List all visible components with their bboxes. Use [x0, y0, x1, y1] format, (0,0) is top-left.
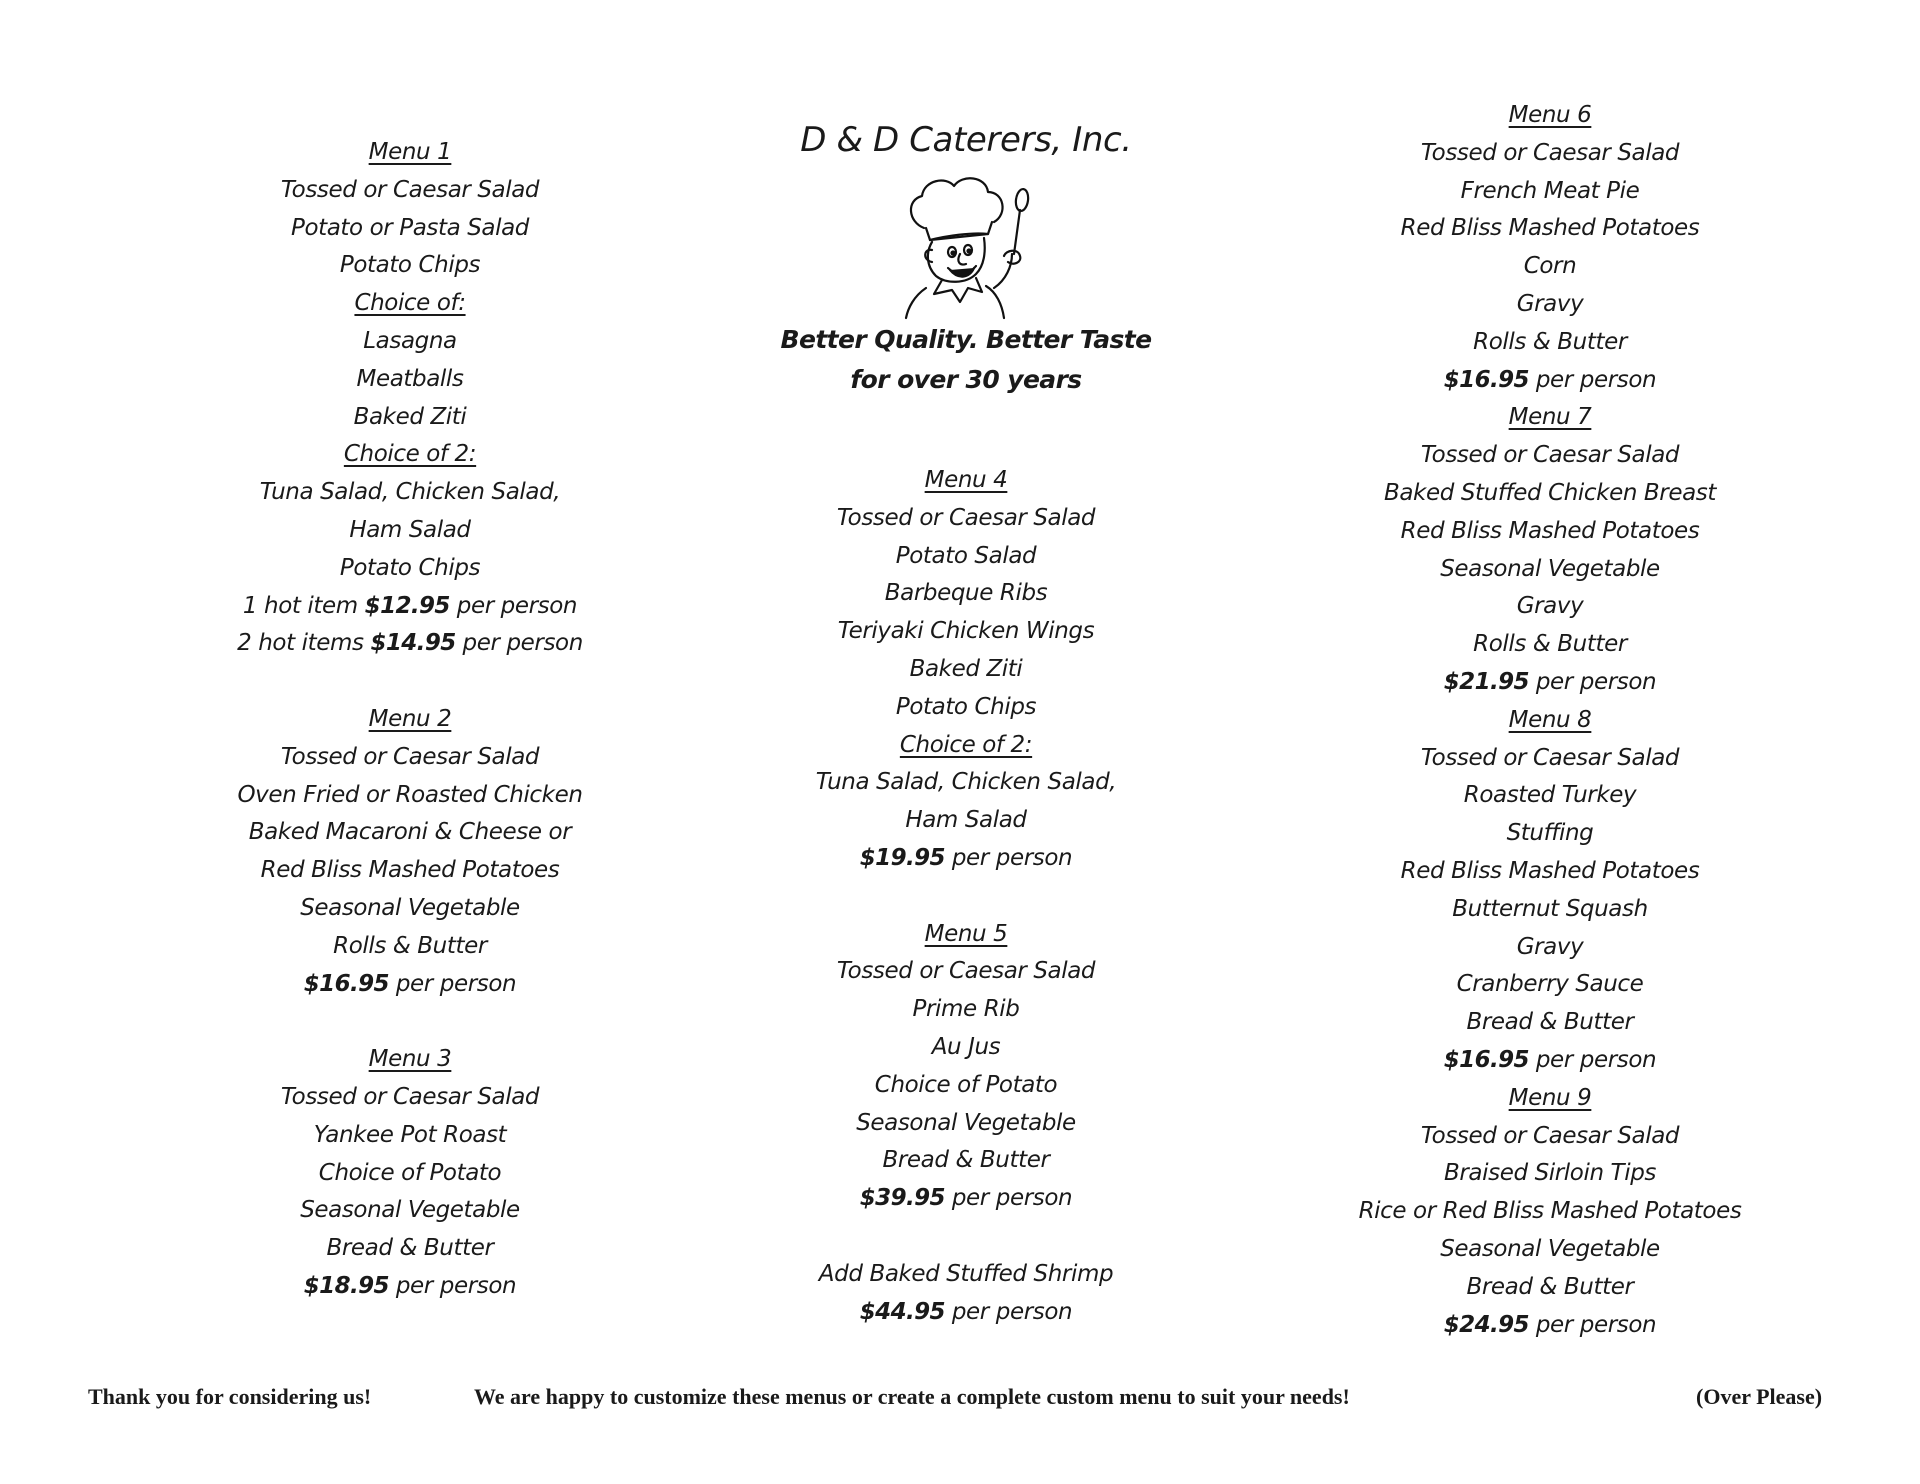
price-suffix: per person — [1528, 1046, 1657, 1073]
menu-item: Bread & Butter — [882, 1147, 1050, 1174]
menu-heading: Menu 9 — [1508, 1084, 1592, 1111]
menu-heading: Choice of 2: — [899, 731, 1033, 758]
menu-item: Rolls & Butter — [333, 932, 487, 959]
price-amount: $21.95 — [1443, 668, 1529, 695]
price-amount: $12.95 — [364, 592, 450, 619]
price-suffix: per person — [388, 1272, 517, 1299]
menu-item: Red Bliss Mashed Potatoes — [260, 857, 560, 884]
price-line — [180, 625, 640, 663]
price-suffix: per person — [944, 1185, 1073, 1212]
tagline-line-1: Better Quality. Better Taste — [780, 325, 1152, 354]
menu-item: Butternut Squash — [1452, 895, 1648, 922]
chef-icon — [886, 170, 1046, 320]
menu-item: Red Bliss Mashed Potatoes — [1400, 857, 1700, 884]
menu-item: Seasonal Vegetable — [1440, 555, 1660, 582]
tagline-line-2: for over 30 years — [850, 365, 1082, 394]
menu-item: Baked Stuffed Chicken Breast — [1383, 479, 1716, 506]
menu-item: Rolls & Butter — [1473, 328, 1627, 355]
price-amount: $19.95 — [859, 844, 945, 871]
price-amount: $16.95 — [1443, 1046, 1529, 1073]
price-line — [736, 1180, 1196, 1218]
menu-item: Au Jus — [931, 1033, 1001, 1060]
menu-item: Baked Ziti — [353, 403, 467, 430]
menu-item: Rice or Red Bliss Mashed Potatoes — [1358, 1198, 1742, 1225]
menu-item: Choice of Potato — [318, 1159, 502, 1186]
menu-item: Teriyaki Chicken Wings — [837, 618, 1095, 645]
menu-item: Stuffing — [1506, 820, 1594, 847]
price-amount: $24.95 — [1443, 1311, 1529, 1338]
brand-block — [736, 110, 1196, 400]
menu-item: Potato Salad — [895, 542, 1037, 569]
menu-item: Potato Chips — [339, 252, 481, 279]
price-suffix: per person — [1528, 1311, 1657, 1338]
price-suffix: per person — [1528, 366, 1657, 393]
menu-heading: Choice of: — [354, 290, 466, 317]
price-suffix: per person — [449, 592, 578, 619]
menu-item: Gravy — [1516, 933, 1584, 960]
footer-customize: We are happy to customize these menus or create a complete custom menu to suit your needs! — [474, 1384, 1350, 1409]
menu-item: Barbeque Ribs — [884, 580, 1048, 607]
price-line — [736, 840, 1196, 878]
menu-item: Yankee Pot Roast — [313, 1121, 507, 1148]
menu-item: Red Bliss Mashed Potatoes — [1400, 517, 1700, 544]
price-line — [736, 1294, 1196, 1332]
price-amount: $16.95 — [303, 970, 389, 997]
menu-heading: Menu 6 — [1508, 102, 1592, 128]
chef-logo — [736, 170, 1196, 320]
price-amount: $16.95 — [1443, 366, 1529, 393]
menu-item: Prime Rib — [912, 996, 1020, 1023]
menu-item: Baked Ziti — [909, 655, 1023, 682]
menu-item: Gravy — [1516, 290, 1584, 317]
spacer — [736, 1218, 1196, 1256]
menu-item: Tossed or Caesar Salad — [836, 958, 1096, 985]
menu-item: Oven Fried or Roasted Chicken — [237, 781, 583, 808]
menu-item: Seasonal Vegetable — [1440, 1235, 1660, 1262]
footer-bar — [0, 1382, 1920, 1412]
menu-item: Tossed or Caesar Salad — [1420, 744, 1680, 771]
menu-item: Baked Macaroni & Cheese or — [248, 819, 572, 846]
price-line — [180, 966, 640, 1004]
price-amount: $44.95 — [859, 1298, 945, 1325]
menu-heading: Menu 3 — [368, 1046, 452, 1073]
menu-heading: Menu 1 — [368, 139, 452, 165]
price-line — [1320, 362, 1780, 400]
spacer — [180, 663, 640, 701]
menu-item: Tossed or Caesar Salad — [280, 743, 540, 770]
price-suffix: per person — [944, 1298, 1073, 1325]
menu-item: Meatballs — [356, 365, 464, 392]
price-line — [1320, 1042, 1780, 1080]
footer-thanks: Thank you for considering us! — [88, 1384, 372, 1409]
menu-item: Bread & Butter — [1466, 1009, 1634, 1036]
menu-heading: Menu 7 — [1508, 404, 1592, 431]
menu-item: Tossed or Caesar Salad — [1420, 1122, 1680, 1149]
menu-item: Roasted Turkey — [1463, 782, 1637, 809]
menu-item: Potato Chips — [895, 693, 1037, 720]
menu-item: Braised Sirloin Tips — [1444, 1160, 1656, 1187]
footer-over-please: (Over Please) — [1696, 1384, 1823, 1409]
menu-heading: Choice of 2: — [343, 441, 477, 468]
spacer — [180, 1003, 640, 1041]
menu-item: Potato Chips — [339, 554, 481, 581]
menu-item: Rolls & Butter — [1473, 631, 1627, 658]
price-prefix: 2 hot items — [237, 630, 371, 657]
menu-item: Tuna Salad, Chicken Salad, — [815, 769, 1117, 796]
price-amount: $14.95 — [370, 630, 456, 657]
menu-heading: Menu 5 — [924, 920, 1008, 947]
price-prefix: 1 hot item — [242, 592, 365, 619]
menu-heading: Menu 8 — [1508, 706, 1592, 733]
menu-item: Tossed or Caesar Salad — [1420, 139, 1680, 166]
menu-item: Add Baked Stuffed Shrimp — [818, 1260, 1114, 1287]
menu-item: Potato or Pasta Salad — [290, 214, 530, 241]
menu-item: French Meat Pie — [1460, 177, 1640, 204]
menu-item: Tossed or Caesar Salad — [1420, 442, 1680, 469]
price-line — [180, 588, 640, 626]
menu-item: Bread & Butter — [326, 1235, 494, 1262]
menu-item: Ham Salad — [905, 807, 1027, 834]
menu-item: Seasonal Vegetable — [300, 1197, 520, 1224]
price-suffix: per person — [388, 970, 517, 997]
menu-item: Seasonal Vegetable — [300, 894, 520, 921]
menu-heading: Menu 4 — [924, 467, 1008, 493]
menu-item: Tuna Salad, Chicken Salad, — [259, 479, 561, 506]
price-amount: $18.95 — [303, 1272, 389, 1299]
menu-column-right — [1320, 97, 1780, 1344]
menu-item: Gravy — [1516, 593, 1584, 620]
menu-item: Lasagna — [363, 327, 457, 354]
menu-column-middle — [736, 462, 1196, 1331]
company-name: D & D Caterers, Inc. — [800, 120, 1132, 160]
price-amount: $39.95 — [859, 1185, 945, 1212]
menu-heading: Menu 2 — [368, 705, 452, 732]
spacer — [736, 878, 1196, 916]
price-line — [180, 1268, 640, 1306]
menu-item: Corn — [1523, 253, 1577, 280]
price-line — [1320, 1307, 1780, 1345]
menu-item: Tossed or Caesar Salad — [280, 1083, 540, 1110]
menu-item: Choice of Potato — [874, 1071, 1058, 1098]
price-line — [1320, 664, 1780, 702]
menu-item: Seasonal Vegetable — [856, 1109, 1076, 1136]
price-suffix: per person — [455, 630, 583, 657]
menu-item: Red Bliss Mashed Potatoes — [1400, 215, 1700, 242]
menu-item: Bread & Butter — [1466, 1273, 1634, 1300]
menu-item: Tossed or Caesar Salad — [280, 176, 540, 203]
menu-item: Ham Salad — [349, 516, 471, 543]
menu-column-left — [180, 134, 640, 1306]
price-suffix: per person — [944, 844, 1073, 871]
price-suffix: per person — [1528, 668, 1657, 695]
menu-item: Tossed or Caesar Salad — [836, 504, 1096, 531]
menu-item: Cranberry Sauce — [1456, 971, 1644, 998]
